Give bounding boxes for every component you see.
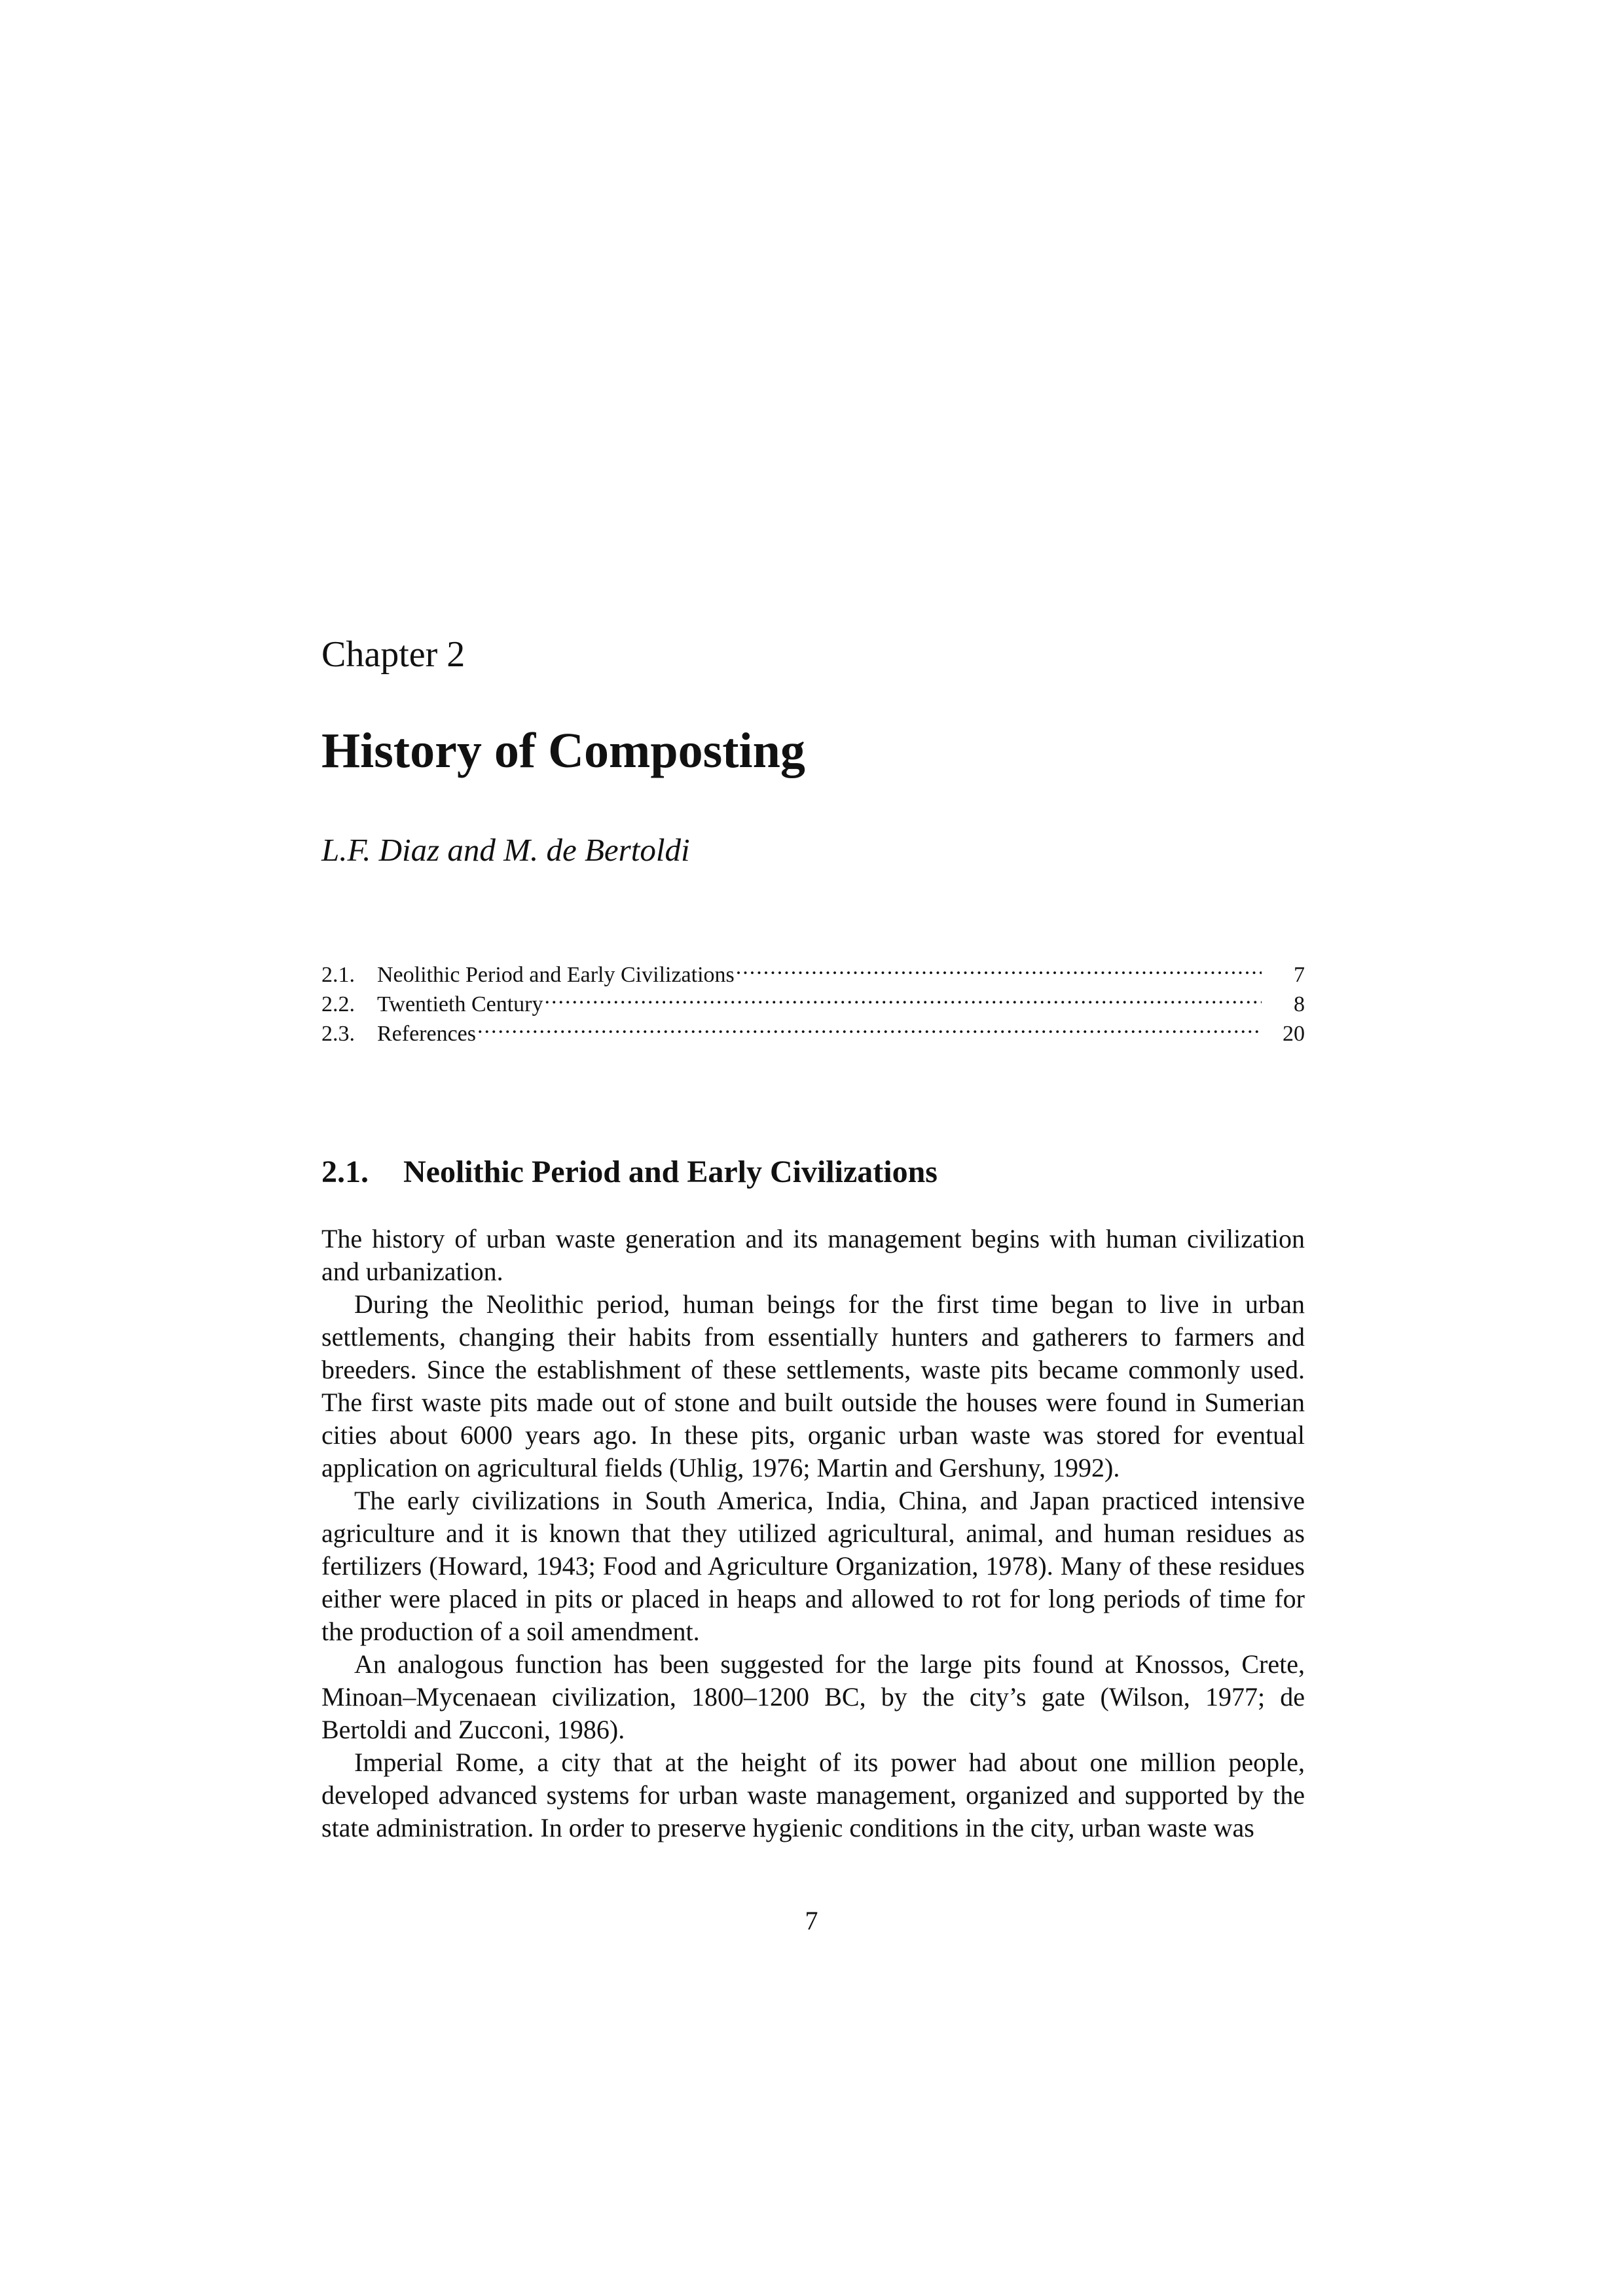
paragraph: Imperial Rome, a city that at the height of its power had about one million people, developed advanced systems for urban waste management, organized and supported by the state administration. In order to preserve hygienic conditions in the city, urban waste was xyxy=(321,1748,1305,1842)
section-heading xyxy=(321,1152,1305,1193)
toc-entry-number: 2.1. xyxy=(321,963,355,987)
section-number: 2.1. xyxy=(321,1155,369,1189)
paragraph: The early civilizations in South America, India, China, and Japan practiced intensive agriculture and it is known that they utilized agricultural, animal, and human residues as fertilizers (Howard, 1943; Food and Agriculture Organization, 1978). Many of these residues either were placed in pits or placed in heaps and allowed to rot for long periods of time for the production of a soil amendment. xyxy=(321,1486,1305,1646)
chapter-title: History of Composting xyxy=(321,723,805,778)
paragraph: An analogous function has been suggested for the large pits found at Knossos, Crete, Minoan–Mycenaean civilization, 1800–1200 BC, by the city’s gate (Wilson, 1977; de Bertoldi and Zucconi, 1986). xyxy=(321,1649,1305,1744)
toc-entry-title: Neolithic Period and Early Civilizations xyxy=(377,963,735,987)
chapter-authors: L.F. Diaz and M. de Bertoldi xyxy=(321,832,690,868)
toc-entry-title: References xyxy=(377,1022,477,1046)
toc-entry-title: Twentieth Century xyxy=(377,992,543,1016)
section-title: Neolithic Period and Early Civilizations xyxy=(403,1155,938,1189)
toc-entry-number: 2.3. xyxy=(321,1022,355,1046)
toc-entry[interactable] xyxy=(321,952,1305,987)
chapter-label: Chapter 2 xyxy=(321,634,465,675)
toc-dot-leader xyxy=(545,982,1262,1011)
toc-dot-leader xyxy=(477,1011,1262,1041)
body-text xyxy=(321,1223,1305,1844)
paragraph: The history of urban waste generation and its management begins with human civilization and urbanization. xyxy=(321,1224,1305,1286)
toc-entry-page: 7 xyxy=(1294,963,1305,987)
toc-entry-number: 2.2. xyxy=(321,992,355,1016)
toc-entry-page: 8 xyxy=(1294,992,1305,1016)
page-number: 7 xyxy=(805,1906,818,1935)
table-of-contents xyxy=(321,952,1305,1046)
paragraph: During the Neolithic period, human beings for the first time began to live in urban settlements, changing their habits from essentially hunters and gatherers to farmers and breeders. Since the establishment of these settlements, waste pits became commonly used. The first waste pits made out of stone and built outside the houses were found in Sumerian cities about 6000 years ago. In these pits, organic urban waste was stored for eventual application on agricultural fields (Uhlig, 1976; Martin and Gershuny, 1992). xyxy=(321,1289,1305,1482)
toc-entry-page: 20 xyxy=(1283,1022,1305,1046)
toc-dot-leader xyxy=(736,952,1262,982)
